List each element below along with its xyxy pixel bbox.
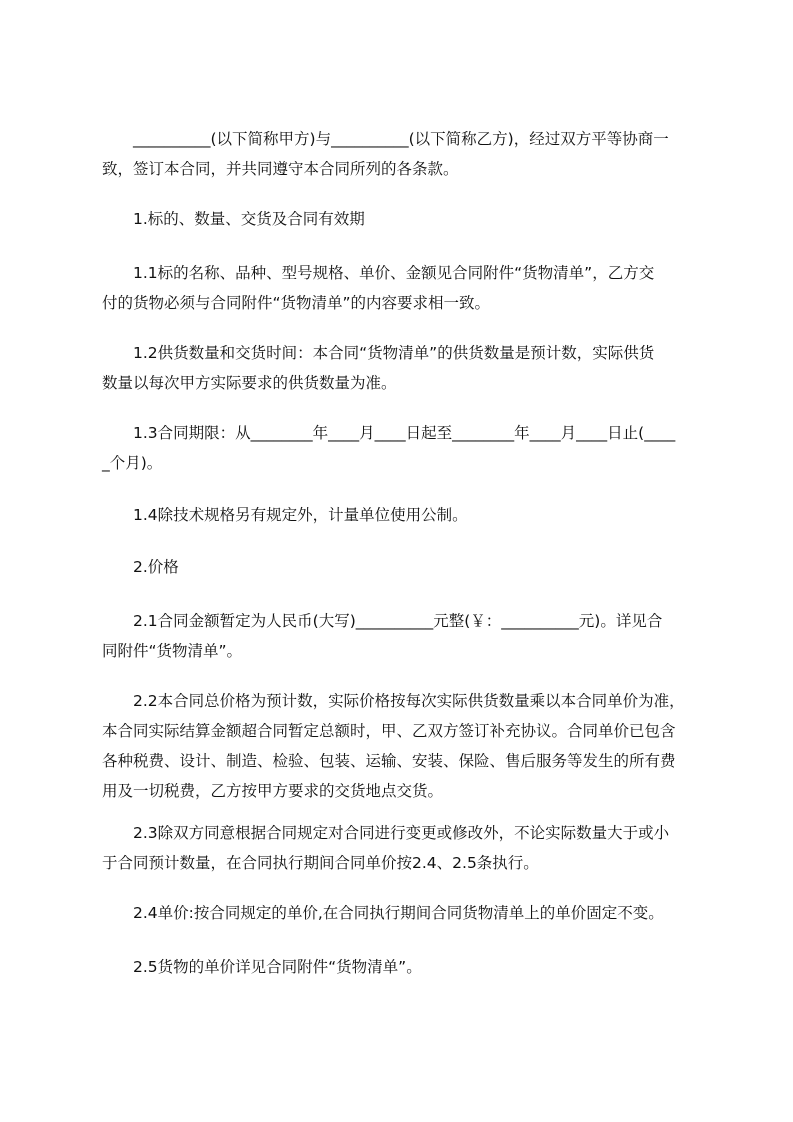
clause-1-1 (102, 258, 702, 318)
text-line: 各种税费、设计、制造、检验、包装、运输、安装、保险、售后服务等发生的所有费 (102, 752, 676, 770)
clause-2-1 (102, 606, 702, 666)
section-heading-1 (102, 204, 702, 234)
text-line: 致，签订本合同，并共同遵守本合同所列的各条款。 (102, 160, 459, 178)
text-line: 2.4单价:按合同规定的单价,在合同执行期间合同货物清单上的单价固定不变。 (102, 904, 664, 922)
text-line: 1.标的、数量、交货及合同有效期 (102, 210, 365, 228)
text-line: 1.1标的名称、品种、型号规格、单价、金额见合同附件“货物清单”，乙方交 (102, 264, 655, 282)
text-line: 数量以每次甲方实际要求的供货数量为准。 (102, 374, 397, 392)
text-line: 1.3合同期限：从________年____月____日起至________年____月____日止(____ (102, 424, 676, 442)
text-line: 2.价格 (102, 558, 179, 576)
text-line: 2.1合同金额暂定为人民币(大写)__________元整(￥：__________元)。详见合 (102, 612, 663, 630)
clause-2-2 (102, 686, 702, 806)
text-line: 2.3除双方同意根据合同规定对合同进行变更或修改外，不论实际数量大于或小 (102, 824, 670, 842)
text-line: 2.5货物的单价详见合同附件“货物清单”。 (102, 958, 422, 976)
clause-1-2 (102, 338, 702, 398)
clause-1-4 (102, 500, 702, 530)
text-line: __________(以下简称甲方)与__________(以下简称乙方)，经过双方平等协商一 (102, 130, 669, 148)
text-line: 2.2本合同总价格为预计数，实际价格按每次实际供货数量乘以本合同单价为准， (102, 692, 685, 710)
clause-2-4 (102, 898, 702, 928)
text-line: 本合同实际结算金额超合同暂定总额时，甲、乙双方签订补充协议。合同单价已包含 (102, 722, 676, 740)
clause-2-5 (102, 952, 702, 982)
clause-2-3 (102, 818, 702, 878)
clause-1-3 (102, 418, 702, 478)
text-line: 1.4除技术规格另有规定外，计量单位使用公制。 (102, 506, 468, 524)
text-line: 同附件“货物清单”。 (102, 642, 243, 660)
section-heading-2 (102, 552, 702, 582)
text-line: 1.2供货数量和交货时间：本合同“货物清单”的供货数量是预计数，实际供货 (102, 344, 655, 362)
text-line: 于合同预计数量，在合同执行期间合同单价按2.4、2.5条执行。 (102, 854, 539, 872)
intro-paragraph (102, 124, 702, 184)
text-line: 用及一切税费，乙方按甲方要求的交货地点交货。 (102, 782, 444, 800)
text-line: _个月)。 (102, 454, 163, 472)
text-line: 付的货物必须与合同附件“货物清单”的内容要求相一致。 (102, 294, 491, 312)
